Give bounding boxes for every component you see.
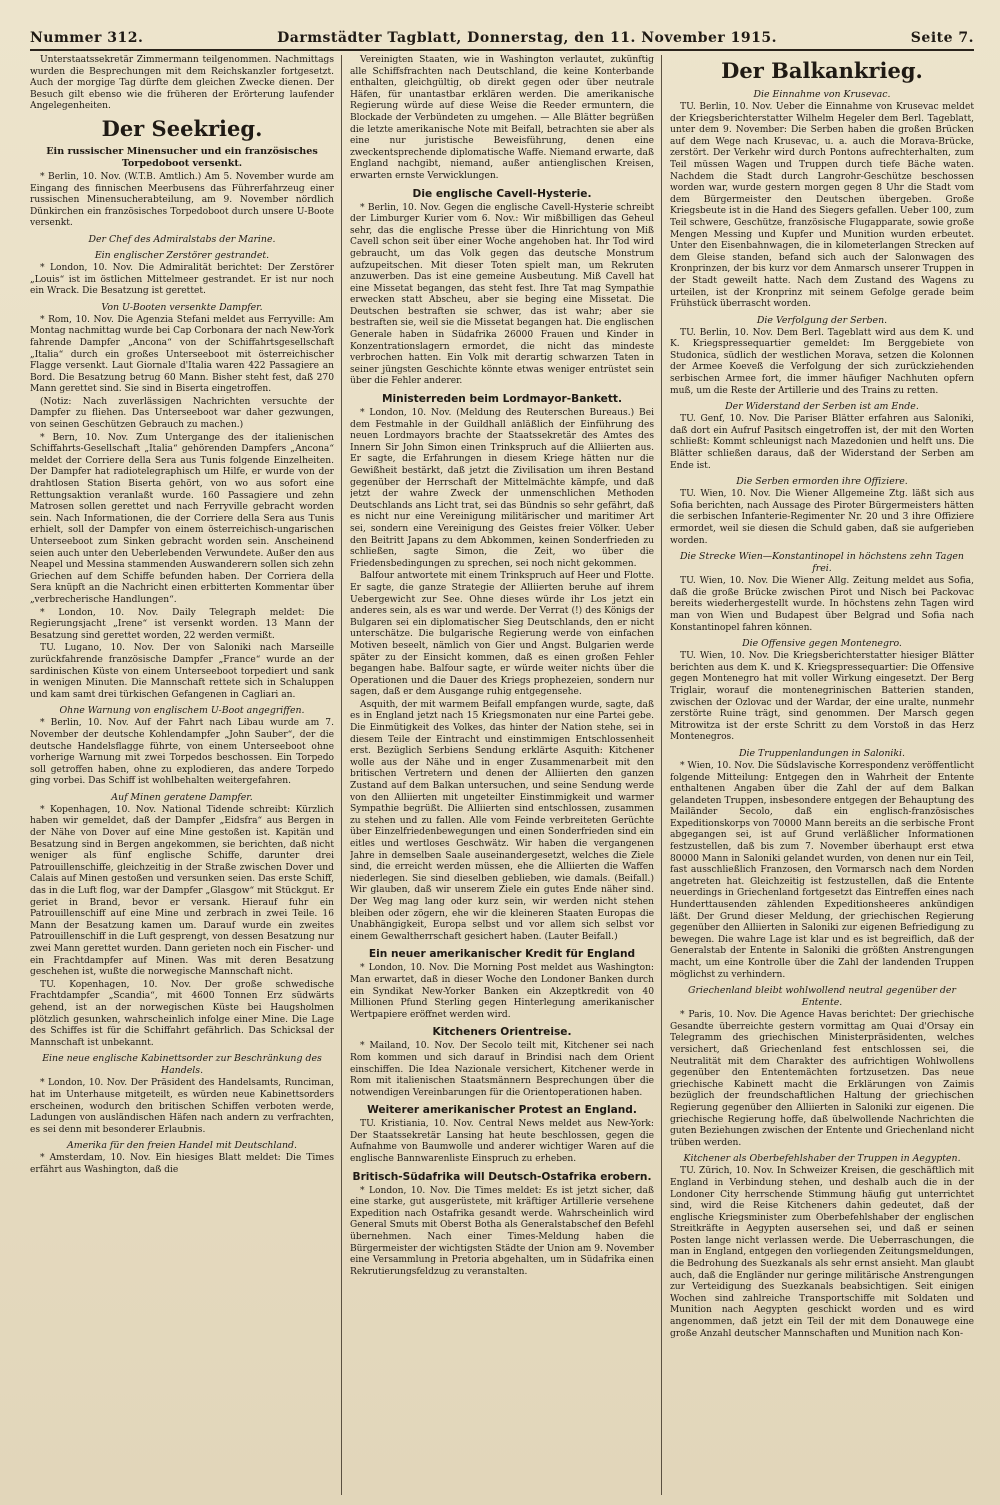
section-title-balkankrieg: Der Balkankrieg.: [721, 58, 923, 83]
article-text: TU. Kristiania, 10. Nov. Central News meldet aus New-York: Der Staatssekretär Lansing hat heute beschlossen, gegen die Aufnahme von Baumwolle und anderer wichtiger Waren auf die englische Bannwarenliste Einspruch zu erheben.: [350, 1119, 654, 1165]
article-heading: Ein russischer Minensucher und ein französisches Torpedoboot versenkt.: [46, 145, 318, 169]
column-3: [670, 55, 974, 1495]
article-heading: Eine neue englische Kabinettsorder zur Beschränkung des Handels.: [42, 1053, 322, 1077]
article-text: TU. Berlin, 10. Nov. Ueber die Einnahme von Krusevac meldet der Kriegsberichterstatter Wilhelm Hegeler dem Berl. Tageblatt, unter dem 9. November: Die Serben haben die großen Brücken auf dem Wege nach Krusevac, u. a. auch die Morava-Brücke, zerstört. Der Verkehr wird durch Pontons aufrechterhalten, zum Teil müssen Wagen und Truppen durch tiefe Bäche waten. Nachdem die Stadt durch Langrohr-Geschütze beschossen worden war, wurde gestern morgen gegen 8 Uhr die Stadt vom dem Bürgermeister den Deutschen übergeben. Große Kriegsbeute ist in die Hand des Siegers gefallen. Ueber 100, zum Teil schwere, Geschütze, französische Flugapparate, sowie große Mengen Messing und Kupfer und Munition wurden erbeutet. Unter den Eisenbahnwagen, die in kilometerlangen Strecken auf dem Gleise standen, befand sich auch der Salonwagen des Kronprinzen, der bis kurz vor dem Anmarsch unserer Truppen in der Stadt geweilt hatte. Nach dem Zustand des Wagens zu urteilen, ist der Kronprinz mit seinem Gefolge gerade beim Frühstück überrascht worden.: [670, 102, 974, 310]
article-text: * Paris, 10. Nov. Die Agence Havas berichtet: Der griechische Gesandte überreichte gestern vormittag am Quai d'Orsay ein Telegramm des griechischen Ministerpräsidenten, welches versichert, daß Griechenland fest entschlossen sei, die Neutralität mit dem Charakter des aufrichtigen Wohlwollens gegenüber den Ententemächten fortzusetzen. Das neue griechische Kabinett macht die Erklärungen von Zaimis bezüglich der freundschaftlichen Haltung der griechischen Regierung gegenüber den Alliierten in Saloniki zur eigenen. Die griechische Regierung hoffe, daß übelwollende Nachrichten die guten Beziehungen zwischen der Entente und Griechenland nicht trüben werden.: [670, 1010, 974, 1148]
article-text: TU. Berlin, 10. Nov. Dem Berl. Tageblatt wird aus dem K. und K. Kriegspressequartier gemeldet: Im Berggebiete von Studonica, südlich der westlichen Morava, setzen die Kolonnen der Armee Koeveß die Verfolgung der sich zurückziehenden serbischen Armee fort, die immer häufiger Nachhuten opfern muß, um die Reste der Artillerie und des Trains zu retten.: [670, 327, 974, 396]
article-heading: Die Strecke Wien—Konstantinopel in höchstens zehn Tagen frei.: [680, 551, 964, 575]
article-heading: Griechenland bleibt wohlwollend neutral gegenüber der Entente.: [688, 985, 956, 1009]
article-heading: Die Serben ermorden ihre Offiziere.: [736, 476, 908, 488]
page-header: [30, 30, 974, 51]
section-title-seekrieg: Der Seekrieg.: [101, 115, 263, 141]
article-text: TU. Wien, 10. Nov. Die Wiener Allg. Zeitung meldet aus Sofia, daß die große Brücke zwischen Pirot und Nisch bei Packovac bereits wiederhergestellt wurde. In höchstens zehn Tagen wird man von Wien und Budapest über Belgrad und Sofia nach Konstantinopel fahren können.: [670, 576, 974, 633]
column-1: [30, 55, 342, 1495]
article-text: * Kopenhagen, 10. Nov. National Tidende schreibt: Kürzlich haben wir gemeldet, daß der Dampfer „Eidsfra“ aus Bergen in der Nähe von Dover auf eine Mine gestoßen ist. Kapitän und Besatzung sind in Bergen angekommen, sie berichten, daß nicht weniger als fünf englische Schiffe, darunter drei Patrouillenschiffe, gleichzeitig in der Straße zwischen Dover und Calais auf Minen gestoßen und versunken seien. Das erste Schiff, das in die Luft flog, war der Dampfer „Glasgow“ mit Stückgut. Er geriet in Brand, bevor er versank. Hierauf fuhr ein Patrouillenschiff auf eine Mine und zerbrach in zwei Teile. 16 Mann der Besatzung kamen um. Darauf wurde ein zweites Patrouillenschiff in die Luft gesprengt, von dessen Besatzung nur zwei Mann gerettet wurden. Dann gerieten noch ein Fischer- und ein Frachtdampfer auf Minen. Was mit deren Besatzung geschehen ist, wußte die norwegische Mannschaft nicht.: [30, 804, 334, 978]
columns: [30, 55, 974, 1495]
masthead-date: Darmstädter Tagblatt, Donnerstag, den 11. November 1915.: [277, 30, 778, 46]
article-heading: Ein neuer amerikanischer Kredit für England: [368, 948, 636, 961]
article-text: TU. Kopenhagen, 10. Nov. Der große schwedische Frachtdampfer „Scandia“, mit 4600 Tonnen Erz südwärts gehend, ist an der norwegischen Küste bei Haugsholmen plötzlich gesunken, wahrscheinlich infolge einer Mine. Die Lage des Schiffes ist für die Schiffahrt gefährlich. Das Schicksal der Mannschaft ist unbekannt.: [30, 979, 334, 1048]
article-heading: Britisch-Südafrika will Deutsch-Ostafrika erobern.: [352, 1170, 652, 1183]
article-text: * London, 10. Nov. (Meldung des Reuterschen Bureaus.) Bei dem Festmahle in der Guildhall anläßlich der Einführung des neuen Lordmayors brachte der Staatssekretär des Amtes des Innern Sir John Simon einen Trinkspruch auf die Alliierten aus. Er sagte, die Erfahrungen in diesem Kriege hätten nur die Gewißheit bestärkt, daß jetzt die Zivilisation um ihren Bestand gegenüber der Herrschaft der Mittelmächte kämpfe, und daß jetzt der wahre Zweck der unmenschlichen Methoden Deutschlands ans Licht trat, sei das Bündnis so sehr gefährt, daß es nicht nur eine Vereinigung militärischer und maritimer Art sei, sondern eine Vereinigung des Geistes freier Völker. Ueber den Beitritt Japans zu dem Abkommen, keinen Sonderfrieden zu schließen, sagte Simon, die Zeit, wo über die Friedensbedingungen zu sprechen, sei noch nicht gekommen.: [350, 408, 654, 569]
article-heading: Die Truppenlandungen in Saloniki.: [738, 747, 906, 759]
article-text: * London, 10. Nov. Die Times meldet: Es ist jetzt sicher, daß eine starke, gut ausgerüstete, mit kräftiger Artillerie versehene Expedition nach Ostafrika gesandt werde. Wahrscheinlich wird General Smuts mit Oberst Botha als Generalstabschef den Befehl übernehmen. Nach einer Times-Meldung haben die Bürgermeister der wichtigsten Städte der Union am 9. November eine Versammlung in Pretoria abgehalten, um in Südafrika einen Rekrutierungsfeldzug zu veranstalten.: [350, 1185, 654, 1277]
article-text: * Bern, 10. Nov. Zum Untergange des der italienischen Schiffahrts-Gesellschaft „Italia“ gehörenden Dampfers „Ancona“ meldet der Corriere della Sera aus Tunis folgende Einzelheiten. Der Dampfer hat radiotelegraphisch um Hilfe, er wurde von der drahtlosen Station Biserta gehört, von wo aus sofort eine Rettungsaktion veranlaßt wurde. 160 Passagiere und zehn Matrosen sollen gerettet und nach Ferryville gebracht worden sein. Nach Informationen, die der Corriere della Sera aus Tunis erhielt, soll der Dampfer von einem österreichisch-ungarischen Unterseeboot zum Sinken gebracht worden sein. Anscheinend seien auch unter den Ueberlebenden Verwundete. Außer den aus Neapel und Messina stammenden Auswanderern sollen sich zehn Griechen auf dem Schiffe befunden haben. Der Corriera della Sera knüpft an die Nachricht einen erbitterten Kommentar über „verbrecherische Handlungen“.: [30, 432, 334, 605]
article-text: TU. Wien, 10. Nov. Die Wiener Allgemeine Ztg. läßt sich aus Sofia berichten, nach Aussage des Piroter Bürgermeisters hätten die serbischen Infanterie-Regimenter Nr. 20 und 3 ihre Offiziere ermordet, weil sie diesen die Schuld gaben, daß sie aufgerieben worden.: [670, 489, 974, 546]
article-text: Balfour antwortete mit einem Trinkspruch auf Heer und Flotte. Er sagte, die ganze Strategie der Alliierten beruhe auf ihrem Uebergewicht zur See. Ohne dieses würde ihr Los jetzt ein anderes sein, als es war und werde. Der Verrat (!) des Königs der Bulgaren sei ein diplomatischer Sieg Deutschlands, den er nicht unterschätze. Die bulgarische Regierung werde von einfachen Motiven beseelt, nämlich von Gier und Angst. Bulgarien werde später zu der Einsicht kommen, daß es einen großen Fehler begangen habe. Balfour sagte, er würde weiter nichts über die Operationen und die Dauer des Kriegs prophezeien, sondern nur sagen, daß er dem Ausgange ruhig entgegensehe.: [350, 571, 654, 698]
article-text: Vereinigten Staaten, wie in Washington verlautet, zukünftig alle Schiffsfrachten nach Deutschland, die keine Konterbande enthalten, gleichgültig, ob direkt gegen oder über neutrale Häfen, für unantastbar erklären werden. Die amerikanische Regierung würde auf diese Weise die Reeder ermuntern, die Blockade der Verbündeten zu umgehen. — Alle Blätter begrüßen die letzte amerikanische Note mit Beifall, betrachten sie aber als eine nur juristische Beweisführung, denen eine zweckentsprechende diplomatische Waffe. Niemand erwarte, daß England nachgibt, niemand, außer antienglischen Kreisen, erwarten ernste Verwicklungen.: [350, 55, 654, 181]
article-heading: Ministerreden beim Lordmayor-Bankett.: [381, 393, 623, 406]
article-heading: Kitchener als Oberbefehlshaber der Truppen in Aegypten.: [683, 1153, 961, 1165]
article-text: * Rom, 10. Nov. Die Agenzia Stefani meldet aus Ferryville: Am Montag nachmittag wurde bei Cap Corbonara der nach New-York fahrende Dampfer „Ancona“ von der Schiffahrtsgesellschaft „Italia“ durch ein großes Unterseeboot mit österreichischer Flagge versenkt. Laut Giornale d'Italia waren 422 Passagiere an Bord. Die Besatzung betrug 60 Mann. Bisher steht fest, daß 270 Mann gerettet sind. Sie sind in Biserta eingetroffen.: [30, 314, 334, 395]
article-text: * Berlin, 10. Nov. (W.T.B. Amtlich.) Am 5. November wurde am Eingang des finnischen Meerbusens das Führerfahrzeug einer russischen Minensucherabteilung, am 9. November nördlich Dünkirchen ein französisches Torpedoboot durch unsere U-Boote versenkt.: [30, 171, 334, 229]
article-heading: Kitcheners Orientreise.: [432, 1026, 572, 1039]
article-text: TU. Wien, 10. Nov. Die Kriegsberichterstatter hiesiger Blätter berichten aus dem K. und K. Kriegspressequartier: Die Offensive gegen Montenegro hat mit voller Wirkung eingesetzt. Der Berg Triglair, worauf die montenegrinischen Batterien standen, zwischen der Ozlovac und der Wardar, der eine uralte, nunmehr zerstörte Ruine trägt, sind genommen. Der Marsch gegen Mitrowitza ist der erste Schritt zu dem Vorstoß in das Herz Montenegros.: [670, 651, 974, 743]
article-heading: Die Verfolgung der Serben.: [756, 314, 888, 326]
article-heading: Die Offensive gegen Montenegro.: [742, 638, 902, 650]
article-heading: Auf Minen geratene Dampfer.: [111, 791, 253, 803]
article-text: * Wien, 10. Nov. Die Südslavische Korrespondenz veröffentlicht folgende Mitteilung: Entgegen den in Wahrheit der Entente enthaltenen Angaben über die Zahl der auf dem Balkan gelandeten Truppen, insbesondere entgegen der Behauptung des Mailänder Secolo, daß ein englisch-französisches Expeditionskorps von 70000 Mann bereits an die serbische Front abgegangen sei, ist auf Grund verläßlicher Informationen festzustellen, daß bis zum 7. November überhaupt erst etwa 80000 Mann in Saloniki gelandet wurden, von denen nur ein Teil, fast ausschließlich Franzosen, den Vormarsch nach dem Norden angetreten hat. Gleichzeitig ist festzustellen, daß die Entente neuerdings in Griechenland fortgesetzt das Eintreffen eines nach Hunderttausenden zählenden Expeditionsheeres ankündigen läßt. Der Grund dieser Meldung, der griechischen Regierung gegenüber den Alliierten in Saloniki zur eigenen Befriedigung zu bewegen. Die wahre Lage ist klar und es ist begreiflich, daß der Generalstab der Entente in Saloniki die größten Anstrengungen macht, um eine Kontrolle über die Zahl der landenden Truppen möglichst zu verhindern.: [670, 760, 974, 980]
article-heading: Der Widerstand der Serben ist am Ende.: [725, 401, 919, 413]
article-text: * Amsterdam, 10. Nov. Ein hiesiges Blatt meldet: Die Times erfährt aus Washington, daß die: [30, 1153, 334, 1175]
article-heading: Die englische Cavell-Hysterie.: [412, 187, 592, 200]
article-text: Unterstaatssekretär Zimmermann teilgenommen. Nachmittags wurden die Besprechungen mit dem Reichskanzler fortgesetzt. Auch der morgige Tag dürfte dem gleichen Zwecke dienen. Der Besuch gilt ebenso wie die früheren der Erörterung laufender Angelegenheiten.: [30, 55, 334, 112]
article-heading: Die Einnahme von Krusevac.: [753, 89, 891, 100]
article-text: * London, 10. Nov. Daily Telegraph meldet: Die Regierungsjacht „Irene“ ist versenkt worden. 13 Mann der Besatzung sind gerettet worden, 22 werden vermißt.: [30, 607, 334, 641]
column-2: [350, 55, 662, 1495]
article-text: * London, 10. Nov. Der Präsident des Handelsamts, Runciman, hat im Unterhause mitgeteilt, es würden neue Kabinettsorders erscheinen, wodurch den britischen Schiffen verboten werde, Ladungen von ausländischen Häfen nach andern zu verfrachten, es sei denn mit besonderer Erlaubnis.: [30, 1078, 334, 1135]
article-text: * Berlin, 10. Nov. Gegen die englische Cavell-Hysterie schreibt der Limburger Kurier vom 6. Nov.: Wir mißbilligen das Geheul sehr, das die englische Presse über die Hinrichtung von Miß Cavell schon seit über einer Woche angehoben hat. Ihr Tod wird gebraucht, um das Volk gegen das deutsche Monstrum aufzupeitschen. Mit dieser Toten spielt man, um Rekruten anzuwerben. Das ist eine gemeine Ausbeutung. Miß Cavell hat eine Missetat begangen, das steht fest. Ihre Tat mag Sympathie erwecken statt Abscheu, aber sie beging eine Missetat. Die Deutschen bestraften sie schwer, das ist wahr; aber sie bestraften sie, weil sie die Missetat begangen hat. Die englischen Generale haben in Südafrika 26000 Frauen und Kinder in Konzentrationslagern ermordet, die nicht das mindeste verbrochen hatten. Ein Volk mit derartig schwarzen Taten in seiner jüngsten Geschichte könnte etwas weniger entrüstet sein über die Fehler anderer.: [350, 202, 654, 387]
article-text: (Notiz: Nach zuverlässigen Nachrichten versuchte der Dampfer zu fliehen. Das Unterseeboot war daher gezwungen, von seinen Geschützen Gebrauch zu machen.): [30, 396, 334, 431]
article-text: Asquith, der mit warmem Beifall empfangen wurde, sagte, daß es in England jetzt nach 15 Kriegsmonaten nur eine Partei gebe. Die Einmütigkeit des Volkes, das hinter der Nation stehe, sei in diesem Teile der Eintracht und einstimmigen Entschlossenheit erst. Bezüglich Serbiens Sendung erklärte Asquith: Kitchener wolle aus der Nähe und in enger Zusammenarbeit mit den britischen Vertretern und denen der Alliierten den ganzen Zustand auf dem Balkan untersuchen, und seine Sendung werde von den Alliierten mit ungeteilter Einstimmigkeit und warmer Sympathie begrüßt. Die Alliierten sind entschlossen, zusammen zu stehen und zu fallen. Alle vom Feinde verbreiteten Gerüchte über Einzelfriedenbewegungen und einen Sonderfrieden sind ein eitles und wertloses Geschwätz. Wir haben die vergangenen Jahre in demselben Saale auseinandergesetzt, welches die Ziele sind, die erreicht werden müssen, ehe die Alliierten die Waffen niederlegen. Sie sind dieselben geblieben, wie damals. (Beifall.) Wir glauben, daß wir unserem Ziele ein gutes Ende näher sind. Der Weg mag lang oder kurz sein, wir werden nicht stehen bleiben oder zögern, ehe wir die kleineren Staaten Europas die Unabhängigkeit, Europa selbst und vor allem sich selbst vor einem Gewaltherrschaft gesichert haben. (Lauter Beifall.): [350, 699, 654, 942]
article-heading: Von U-Booten versenkte Dampfer.: [101, 301, 263, 313]
article-text: * London, 10. Nov. Die Morning Post meldet aus Washington: Man erwartet, daß in dieser Woche den Londoner Banken durch ein Syndikat New-Yorker Banken ein Akzeptkredit von 40 Millionen Pfund Sterling gegen Hinterlegung amerikanischer Wertpapiere eröffnet werden wird.: [350, 963, 654, 1020]
article-heading: Weiterer amerikanischer Protest an England.: [367, 1104, 637, 1117]
article-text: TU. Zürich, 10. Nov. In Schweizer Kreisen, die geschäftlich mit England in Verbindung stehen, und deshalb auch die in der Londoner City herrschende Stimmung häufig gut unterrichtet sind, wird die Reise Kitcheners dahin gedeutet, daß der englische Kriegsminister zum Oberbefehlshaber der englischen Streitkräfte in Aegypten ausersehen sei, und daß er seinen Posten lange nicht verlassen werde. Die Ueberraschungen, die man in England, entgegen den vorliegenden Zeitungsmeldungen, die Bedrohung des Suezkanals als sehr ernst ansieht. Man glaubt auch, daß die Engländer nur geringe militärische Anstrengungen zur Verteidigung des Suezkanals beabsichtigen. Seit einigen Wochen sind zahlreiche Transportschiffe mit Soldaten und Munition nach Aegypten geschickt worden und es wird angenommen, daß jetzt ein Teil der mit dem Donauwege eine große Anzahl deutscher Mannschaften und Munition nach Kon-: [670, 1166, 974, 1339]
article-text: * Mailand, 10. Nov. Der Secolo teilt mit, Kitchener sei nach Rom kommen und sich darauf in Brindisi nach dem Orient einschiffen. Die Idea Nazionale versichert, Kitchener werde in Rom mit italienischen Staatsmännern Besprechungen über die notwendigen Vereinbarungen für die Orientoperationen haben.: [350, 1041, 654, 1098]
article-signature: Der Chef des Admiralstabs der Marine.: [88, 233, 276, 245]
article-text: TU. Lugano, 10. Nov. Der von Saloniki nach Marseille zurückfahrende französische Dampfer „France“ wurde an der sardinischen Küste von einem Unterseeboot torpediert und sank in wenigen Minuten. Die Mannschaft rettete sich in Schaluppen und kam samt drei türkischen Gefangenen in Cagliari an.: [30, 643, 334, 700]
issue-number: Nummer 312.: [30, 30, 144, 46]
page-number: Seite 7.: [910, 30, 974, 46]
article-text: TU. Genf, 10. Nov. Die Pariser Blätter erfahren aus Saloniki, daß dort ein Aufruf Pasitsch eingetroffen ist, der mit den Worten schließt: Kommt schleunigst nach Mazedonien und helft uns. Die Blätter schließen daraus, daß der Widerstand der Serben am Ende ist.: [670, 414, 974, 471]
article-heading: Amerika für den freien Handel mit Deutschland.: [66, 1140, 298, 1152]
article-heading: Ein englischer Zerstörer gestrandet.: [94, 249, 270, 261]
article-heading: Ohne Warnung von englischem U-Boot angegriffen.: [59, 705, 305, 717]
article-text: * Berlin, 10. Nov. Auf der Fahrt nach Libau wurde am 7. November der deutsche Kohlendampfer „John Sauber“, der die deutsche Handelsflagge führte, von einem Unterseeboot ohne vorherige Warnung mit zwei Torpedos beschossen. Ein Torpedo soll getroffen haben, ohne zu explodieren, das andere Torpedo ging vorbei. Das Schiff ist wohlbehalten weitergefahren.: [30, 718, 334, 787]
article-text: * London, 10. Nov. Die Admiralität berichtet: Der Zerstörer „Louis“ ist im östlichen Mittelmeer gestrandet. Er ist nur noch ein Wrack. Die Besatzung ist gerettet.: [30, 262, 334, 297]
